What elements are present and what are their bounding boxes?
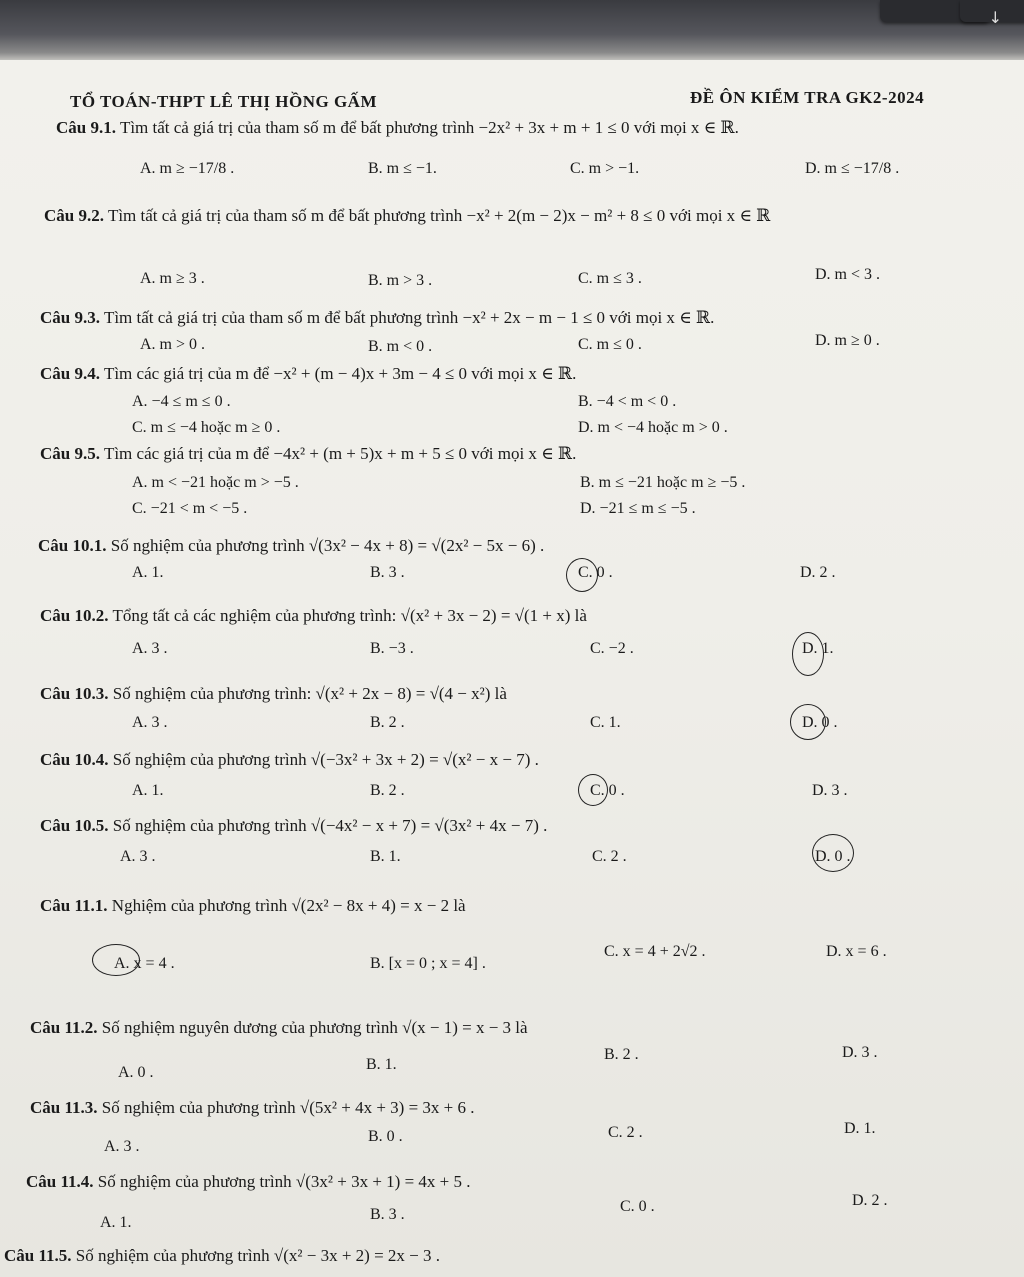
question-10-1 [38,536,544,556]
option-c: C. x = 4 + 2√2 . [604,943,706,960]
down-arrow-icon: ↓ [988,8,1002,27]
question-11-3 [30,1098,475,1118]
option-a: A. 1. [132,782,164,799]
exam-title: ĐỀ ÔN KIỂM TRA GK2-2024 [690,88,925,107]
question-stem: Tìm tất cả giá trị của tham số m để bất phương trình −2x² + 3x + m + 1 ≤ 0 với mọi x ∈ ℝ. [119,118,739,137]
laptop-keyboard-edge [0,0,1024,62]
question-stem: Số nghiệm của phương trình: √(x² + 2x − 8) = √(4 − x²) là [112,684,507,703]
exam-paper [0,60,1024,1277]
option-d: D. 1. [844,1120,876,1137]
option-c: C. 2 . [592,848,627,865]
question-stem: Số nghiệm của phương trình √(5x² + 4x + 3) = 3x + 6 . [101,1098,475,1117]
question-stem: Tìm các giá trị của m để −x² + (m − 4)x + 3m − 4 ≤ 0 với mọi x ∈ ℝ. [103,364,577,383]
question-stem: Tìm tất cả giá trị của tham số m để bất phương trình −x² + 2x − m − 1 ≤ 0 với mọi x ∈ ℝ. [103,308,715,327]
option-c: C. 0 . [578,564,613,581]
option-d: D. 0 . [802,714,838,731]
question-9-3 [40,308,714,328]
question-label: Câu 9.1. [56,118,116,137]
question-stem: Số nghiệm của phương trình √(3x² − 4x + 8) = √(2x² − 5x − 6) . [110,536,545,555]
question-9-2 [44,206,770,226]
question-label: Câu 9.4. [40,364,100,383]
option-d: D. 3 . [842,1044,878,1061]
question-label: Câu 10.3. [40,684,109,703]
option-b: B. m ≤ −21 hoặc m ≥ −5 . [580,474,746,491]
option-c: C. m > −1. [570,160,640,177]
option-d: D. x = 6 . [826,943,887,960]
answer-circle-mark [578,774,608,806]
question-label: Câu 9.3. [40,308,100,327]
school-header: TỔ TOÁN-THPT LÊ THỊ HỒNG GẤM [70,92,377,111]
option-d: D. 1. [802,640,834,657]
question-label: Câu 10.2. [40,606,109,625]
question-11-1 [40,896,466,916]
question-stem: Số nghiệm của phương trình √(x² − 3x + 2) = 2x − 3 . [75,1246,440,1265]
option-c: C. −2 . [590,640,634,657]
question-10-2 [40,606,587,626]
option-a: A. x = 4 . [114,955,175,972]
option-b: B. m > 3 . [368,272,433,289]
question-stem: Số nghiệm của phương trình √(3x² + 3x + 1) = 4x + 5 . [97,1172,471,1191]
option-d: D. −21 ≤ m ≤ −5 . [580,500,696,517]
option-b: B. 1. [366,1056,397,1073]
option-d: D. 0 . [815,848,851,865]
option-a: A. m ≥ −17/8 . [140,160,235,177]
question-stem: Số nghiệm nguyên dương của phương trình √(x − 1) = x − 3 là [101,1018,528,1037]
option-a: A. 1. [100,1214,132,1231]
answer-circle-mark [92,944,140,976]
option-b: B. 3 . [370,1206,405,1223]
option-d: D. 2 . [800,564,836,581]
answer-circle-mark [566,558,598,592]
option-b: B. −4 < m < 0 . [578,393,677,410]
question-stem: Số nghiệm của phương trình √(−3x² + 3x + 2) = √(x² − x − 7) . [112,750,539,769]
question-label: Câu 11.3. [30,1098,98,1117]
option-d: D. m ≥ 0 . [815,332,880,349]
question-label: Câu 11.5. [4,1246,72,1265]
question-11-4 [26,1172,471,1192]
option-c: C. m ≤ −4 hoặc m ≥ 0 . [132,419,281,436]
question-label: Câu 9.5. [40,444,100,463]
option-b: B. m ≤ −1. [368,160,437,177]
option-c: C. 1. [590,714,621,731]
option-d: D. m < −4 hoặc m > 0 . [578,419,728,436]
option-b: B. 0 . [368,1128,403,1145]
question-10-3 [40,684,507,704]
option-d: D. m < 3 . [815,266,881,283]
option-a: A. 3 . [104,1138,140,1155]
question-label: Câu 11.1. [40,896,108,915]
option-c: C. 0 . [620,1198,655,1215]
option-a: A. 1. [132,564,164,581]
option-d: D. 3 . [812,782,848,799]
option-c: C. −21 < m < −5 . [132,500,248,517]
question-10-5 [40,816,547,836]
option-d: D. m ≤ −17/8 . [805,160,900,177]
question-label: Câu 9.2. [44,206,104,225]
question-9-5 [40,444,576,464]
option-a: A. 3 . [120,848,156,865]
option-a: A. m ≥ 3 . [140,270,205,287]
option-c: C. 2 . [608,1124,643,1141]
question-label: Câu 11.2. [30,1018,98,1037]
question-9-4 [40,364,576,384]
question-label: Câu 11.4. [26,1172,94,1191]
option-a: A. m > 0 . [140,336,206,353]
question-stem: Tìm các giá trị của m để −4x² + (m + 5)x + m + 5 ≤ 0 với mọi x ∈ ℝ. [103,444,577,463]
question-stem: Tổng tất cả các nghiệm của phương trình: √(x² + 3x − 2) = √(1 + x) là [112,606,587,625]
question-stem: Nghiệm của phương trình √(2x² − 8x + 4) = x − 2 là [111,896,466,915]
question-label: Câu 10.4. [40,750,109,769]
question-11-2 [30,1018,528,1038]
option-b: B. 1. [370,848,401,865]
option-c: C. m ≤ 0 . [578,336,642,353]
option-b: B. −3 . [370,640,414,657]
answer-circle-mark [812,834,854,872]
option-c: C. m ≤ 3 . [578,270,642,287]
option-a: A. −4 ≤ m ≤ 0 . [132,393,231,410]
question-stem: Tìm tất cả giá trị của tham số m để bất phương trình −x² + 2(m − 2)x − m² + 8 ≤ 0 với mọi x ∈ ℝ [107,206,771,225]
question-stem: Số nghiệm của phương trình √(−4x² − x + 7) = √(3x² + 4x − 7) . [112,816,548,835]
question-9-1 [56,118,739,138]
option-d: D. 2 . [852,1192,888,1209]
option-c: C. 0 . [590,782,625,799]
question-label: Câu 10.5. [40,816,109,835]
option-a: A. 3 . [132,640,168,657]
option-c: B. 2 . [604,1046,639,1063]
question-11-5 [4,1246,440,1266]
option-b: B. 3 . [370,564,405,581]
answer-circle-mark [790,704,826,740]
option-b: B. 2 . [370,782,405,799]
question-label: Câu 10.1. [38,536,107,555]
option-a: A. 3 . [132,714,168,731]
option-b: B. m < 0 . [368,338,433,355]
option-b: B. [x = 0 ; x = 4] . [370,955,486,972]
question-10-4 [40,750,539,770]
answer-circle-mark [792,632,824,676]
option-b: B. 2 . [370,714,405,731]
option-a: A. 0 . [118,1064,154,1081]
option-a: A. m < −21 hoặc m > −5 . [132,474,299,491]
